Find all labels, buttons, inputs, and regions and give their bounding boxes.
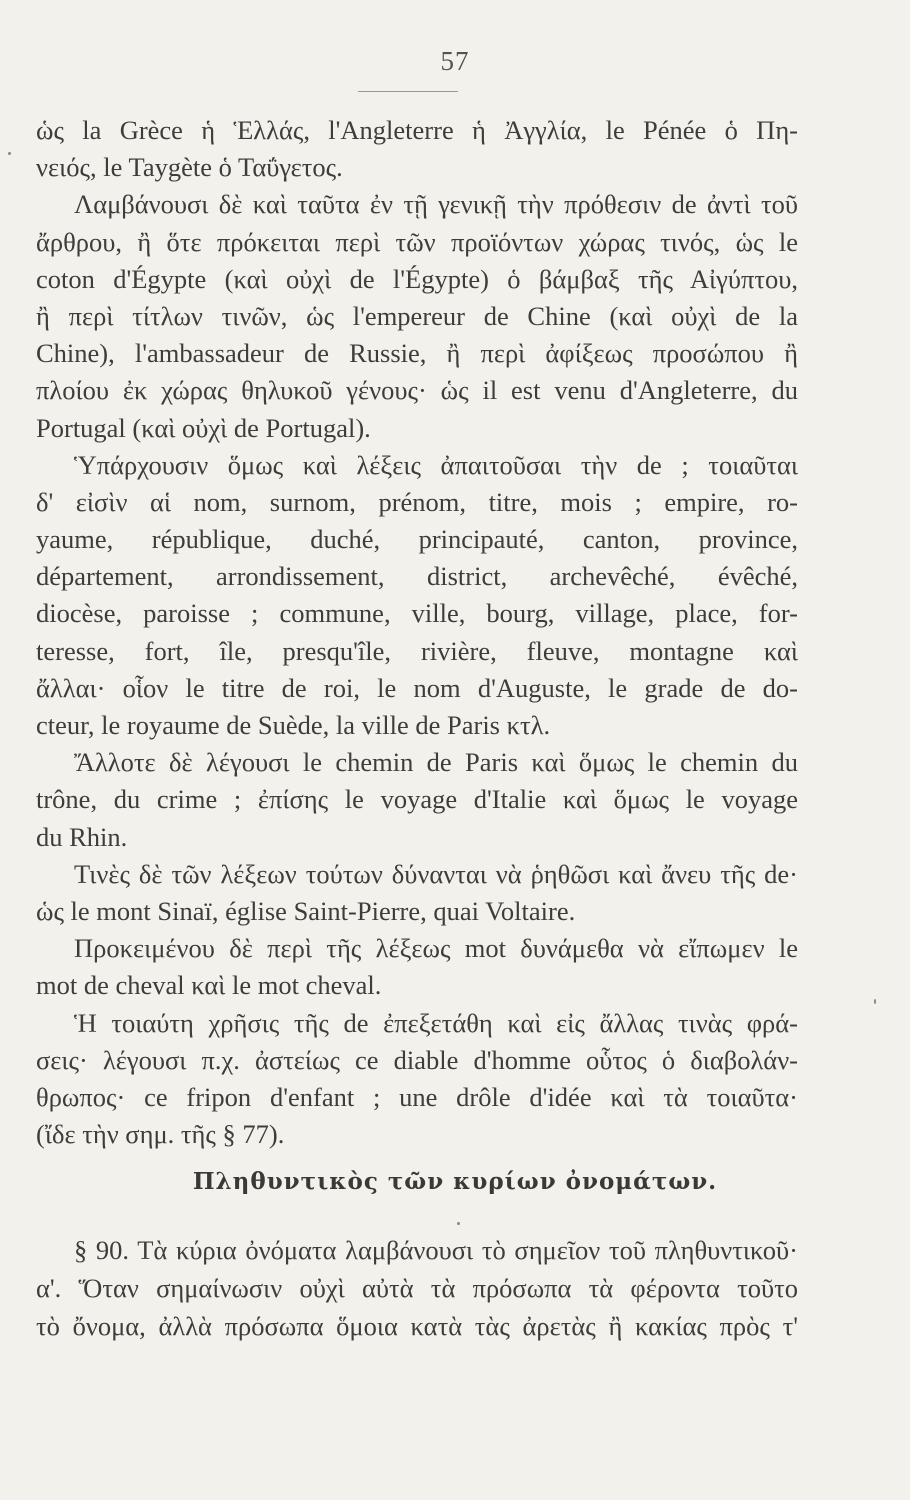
text-line: ἢ περὶ τίτλων τινῶν, ὡς l'empereur de Chine (καὶ οὐχὶ de la (36, 300, 798, 331)
page-number: 57 (440, 46, 470, 76)
text-line: α'. Ὅταν σημαίνωσιν οὐχὶ αὐτὰ τὰ πρόσωπα τὰ φέροντα τοῦτο (36, 1273, 798, 1303)
text-line: τὸ ὄνομα, ἀλλὰ πρόσωπα ὅμοια κατὰ τὰς ἀρετὰς ἢ κακίας πρὸς τ' (36, 1311, 798, 1341)
text-line: département, arrondissement, district, archevêché, évêché, (36, 561, 798, 592)
paper-speck (457, 1222, 460, 1225)
section-text (36, 1231, 798, 1345)
text-line: θρωπος· ce fripon d'enfant ; une drôle d'idée καὶ τὰ τοιαῦτα· (36, 1081, 798, 1112)
paper-speck (874, 999, 876, 1004)
text-line: Ἄλλοτε δὲ λέγουσι le chemin de Paris καὶ ὅμως le chemin du (74, 747, 798, 778)
text-line: πλοίου ἐκ χώρας θηλυκοῦ γένους· ὡς il est venu d'Angleterre, du (36, 375, 798, 406)
text-line: cteur, le royaume de Suède, la ville de Paris κτλ. (36, 710, 551, 740)
section-heading: Πληθυντικὸς τῶν κυρίων ὀνομάτων. (192, 1168, 718, 1195)
text-line: du Rhin. (36, 821, 128, 852)
text-line: Τινὲς δὲ τῶν λέξεων τούτων δύνανται νὰ ῥηθῶσι καὶ ἄνευ τῆς de· (74, 858, 798, 889)
text-line: ἄρθρου, ἢ ὅτε πρόκειται περὶ τῶν προϊόντων χώρας τινός, ὡς le (36, 226, 798, 257)
text-line: Ὑπάρχουσιν ὅμως καὶ λέξεις ἀπαιτοῦσαι τὴν de ; τοιαῦται (74, 449, 798, 480)
text-line: Προκειμένου δὲ περὶ τῆς λέξεως mot δυνάμεθα νὰ εἴπωμεν le (74, 933, 798, 964)
text-line: νειός, le Taygète ὁ Ταΰγετος. (36, 152, 343, 183)
text-line: ἄλλαι· οἷον le titre de roi, le nom d'Auguste, le grade de do- (36, 672, 798, 703)
body-text (36, 112, 798, 1153)
text-line: trône, du crime ; ἐπίσης le voyage d'Italie καὶ ὅμως le voyage (36, 784, 798, 815)
text-line: mot de cheval καὶ le mot cheval. (36, 970, 382, 1001)
text-line: yaume, république, duché, principauté, canton, province, (36, 524, 798, 555)
text-line: Λαμβάνουσι δὲ καὶ ταῦτα ἐν τῇ γενικῇ τὴν πρόθεσιν de ἀντὶ τοῦ (74, 189, 798, 220)
text-line: § 90. Τὰ κύρια ὀνόματα λαμβάνουσι τὸ σημεῖον τοῦ πληθυντικοῦ· (74, 1235, 798, 1265)
text-line: diocèse, paroisse ; commune, ville, bourg, village, place, for- (36, 598, 798, 629)
text-line: teresse, fort, île, presqu'île, rivière, fleuve, montagne καὶ (36, 635, 798, 666)
text-line: δ' εἰσὶν αἱ nom, surnom, prénom, titre, mois ; empire, ro- (36, 486, 798, 517)
text-line: Chine), l'ambassadeur de Russie, ἢ περὶ ἀφίξεως προσώπου ἢ (36, 338, 798, 369)
paper-speck (8, 152, 11, 155)
text-line: coton d'Égypte (καὶ οὐχὶ de l'Égypte) ὁ βάμβαξ τῆς Αἰγύπτου, (36, 263, 798, 294)
text-line: (ἴδε τὴν σημ. τῆς § 77). (36, 1119, 285, 1150)
text-line: Ἡ τοιαύτη χρῆσις τῆς de ἐπεξετάθη καὶ εἰς ἄλλας τινὰς φρά- (74, 1007, 798, 1038)
text-line: σεις· λέγουσι π.χ. ἀστείως ce diable d'homme οὗτος ὁ διαβολάν- (36, 1044, 798, 1075)
text-line: Portugal (καὶ οὐχὶ de Portugal). (36, 412, 371, 443)
text-line: ὡς la Grèce ἡ Ἑλλάς, l'Angleterre ἡ Ἀγγλία, le Pénée ὁ Πη- (36, 115, 798, 145)
text-line: ὡς le mont Sinaï, église Saint-Pierre, quai Voltaire. (36, 895, 576, 926)
header-rule (358, 91, 458, 92)
